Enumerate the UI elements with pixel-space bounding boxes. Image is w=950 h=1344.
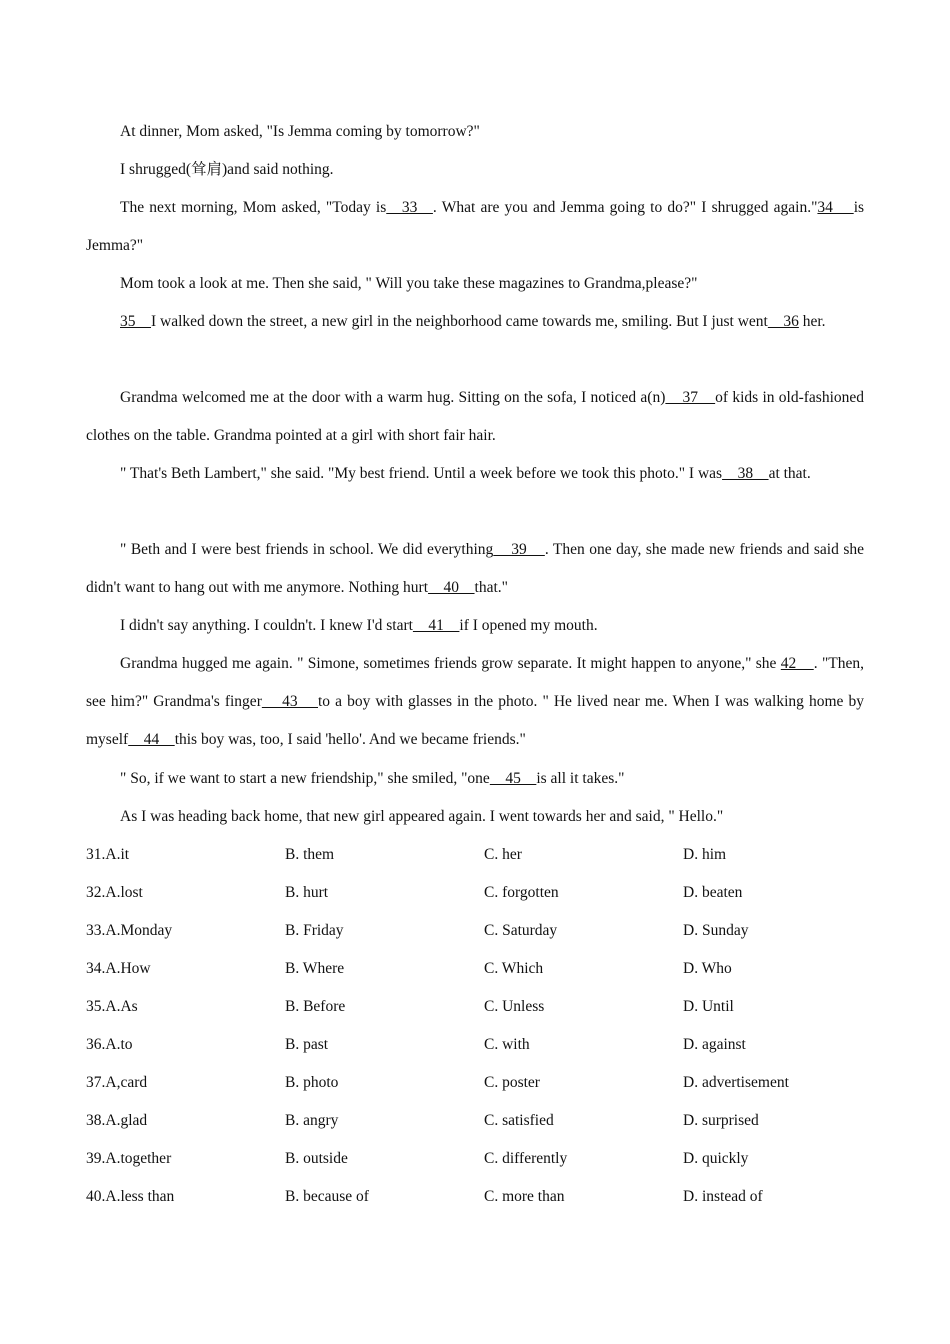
option-b: B. Friday	[285, 922, 344, 939]
paragraph-8: " Beth and I were best friends in school. We did everything 39 . Then one day, she made new friends and said she didn't want to hang out with me anymore. Nothing hurt 40 that."	[86, 541, 865, 596]
blank-40: 40	[428, 579, 475, 596]
option-b: B. past	[285, 1036, 329, 1053]
blank-45: 45	[489, 770, 537, 787]
option-row-37	[86, 1064, 886, 1102]
blank-37: 37	[665, 389, 716, 406]
paragraph-5: 35 I walked down the street, a new girl in the neighborhood came towards me, smiling. But I just went 36 her.	[120, 313, 826, 330]
blank-44: 44	[128, 731, 175, 748]
option-b: B. because of	[285, 1188, 369, 1205]
paragraph-7: " That's Beth Lambert," she said. "My best friend. Until a week before we took this photo." I was 38 at that.	[120, 465, 811, 482]
option-c: C. satisfied	[484, 1112, 554, 1129]
paragraph-4: Mom took a look at me. Then she said, " Will you take these magazines to Grandma,please?"	[120, 275, 698, 292]
option-a: 36.A.to	[86, 1036, 133, 1053]
paragraph-11: " So, if we want to start a new friendship," she smiled, "one 45 is all it takes."	[120, 770, 625, 787]
paragraph-2: I shrugged(耸肩)and said nothing.	[120, 161, 334, 178]
option-row-33	[86, 912, 886, 950]
option-d: D. against	[683, 1036, 746, 1053]
option-a: 31.A.it	[86, 846, 130, 863]
option-d: D. instead of	[683, 1188, 763, 1205]
option-d: D. quickly	[683, 1150, 749, 1167]
option-b: B. them	[285, 846, 335, 863]
option-d: D. surprised	[683, 1112, 759, 1129]
option-row-40	[86, 1178, 886, 1216]
option-c: C. poster	[484, 1074, 540, 1091]
option-c: C. forgotten	[484, 884, 559, 901]
option-a: 34.A.How	[86, 960, 151, 977]
option-a: 38.A.glad	[86, 1112, 148, 1129]
blank-43: 43	[261, 693, 318, 710]
option-b: B. Where	[285, 960, 345, 977]
option-b: B. Before	[285, 998, 346, 1015]
blank-41: 41	[412, 617, 460, 634]
option-c: C. with	[484, 1036, 530, 1053]
paragraph-10: Grandma hugged me again. " Simone, sometimes friends grow separate. It might happen to anyone," she 42 . "Then, see him?" Grandma's finger 43 to a boy with glasses in the photo. " He lived near me. When I was walking home by myself 44 this boy was, too, I said 'hello'. And we became friends."	[86, 655, 864, 748]
option-d: D. beaten	[683, 884, 743, 901]
option-c: C. more than	[484, 1188, 565, 1205]
option-d: D. Sunday	[683, 922, 749, 939]
option-c: C. differently	[484, 1150, 568, 1167]
paragraph-3: The next morning, Mom asked, "Today is 33 . What are you and Jemma going to do?" I shrugged again."34 is Jemma?"	[86, 199, 865, 254]
option-row-39	[86, 1140, 886, 1178]
option-c: C. her	[484, 846, 522, 863]
option-b: B. angry	[285, 1112, 339, 1129]
option-row-32	[86, 874, 886, 912]
blank-35: 35	[120, 313, 151, 330]
option-row-36	[86, 1026, 886, 1064]
option-a: 32.A.lost	[86, 884, 143, 901]
option-d: D. Until	[683, 998, 734, 1015]
paragraph-1: At dinner, Mom asked, "Is Jemma coming by tomorrow?"	[120, 123, 480, 140]
option-a: 39.A.together	[86, 1150, 172, 1167]
option-c: C. Unless	[484, 998, 545, 1015]
blank-38: 38	[722, 465, 769, 482]
option-b: B. outside	[285, 1150, 348, 1167]
option-c: C. Saturday	[484, 922, 558, 939]
option-row-31	[86, 836, 886, 874]
paragraph-6: Grandma welcomed me at the door with a warm hug. Sitting on the sofa, I noticed a(n) 37 of kids in old-fashioned clothes on the table. Grandma pointed at a girl with short fair hair.	[86, 389, 865, 444]
blank-39: 39	[493, 541, 545, 558]
option-d: D. Who	[683, 960, 732, 977]
option-d: D. him	[683, 846, 727, 863]
option-row-34	[86, 950, 886, 988]
blank-33: 33	[386, 199, 433, 216]
option-d: D. advertisement	[683, 1074, 789, 1091]
blank-34: 34	[817, 199, 854, 216]
paragraph-12: As I was heading back home, that new girl appeared again. I went towards her and said, " Hello."	[120, 808, 724, 825]
option-c: C. Which	[484, 960, 544, 977]
option-b: B. photo	[285, 1074, 339, 1091]
option-row-35	[86, 988, 886, 1026]
blank-42: 42	[780, 655, 814, 672]
option-a: 37.A,card	[86, 1074, 148, 1091]
option-a: 33.A.Monday	[86, 922, 173, 939]
blank-36: 36	[767, 313, 799, 330]
option-b: B. hurt	[285, 884, 329, 901]
option-a: 35.A.As	[86, 998, 138, 1015]
paragraph-9: I didn't say anything. I couldn't. I knew I'd start 41 if I opened my mouth.	[120, 617, 598, 634]
option-row-38	[86, 1102, 886, 1140]
option-a: 40.A.less than	[86, 1188, 175, 1205]
